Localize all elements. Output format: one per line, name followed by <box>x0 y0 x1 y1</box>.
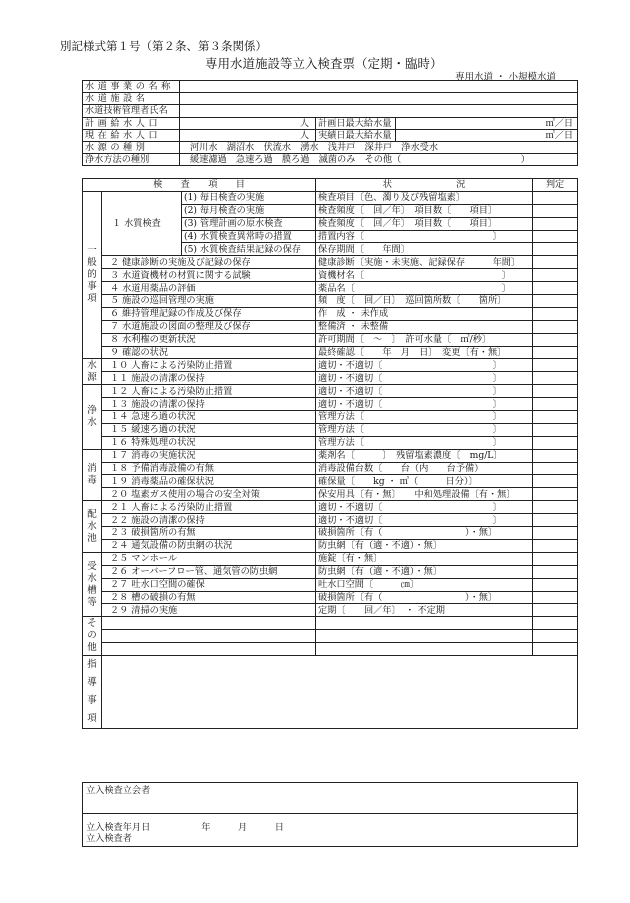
table-row <box>83 617 578 630</box>
table-row <box>83 411 578 424</box>
category-char: 項 <box>87 712 97 724</box>
category-purify <box>83 385 102 449</box>
table-row <box>83 501 578 514</box>
inspection-status[interactable]: 防虫網〔有（適・不適）・無〕 <box>316 539 533 552</box>
inspection-item: ２８ 槽の破損の有無 <box>102 591 316 604</box>
inspection-status[interactable]: 適切・不適切〔 〕 <box>316 398 533 411</box>
other-status-field[interactable] <box>316 617 533 630</box>
category-char: 指 <box>87 658 97 670</box>
category-char: 槽 <box>87 584 97 596</box>
category-general <box>83 191 102 359</box>
category-char: 水 <box>87 359 97 371</box>
label-facility-name: 水道施設名 <box>83 93 180 105</box>
judgement-cell[interactable] <box>533 307 578 320</box>
category-source <box>83 359 102 385</box>
judgement-cell[interactable] <box>533 643 578 656</box>
inspection-status[interactable]: 消毒設備台数〔 台（内 台予備） <box>316 462 533 475</box>
inspection-status[interactable]: 措置内容〔 〕 <box>316 230 533 243</box>
category-char: そ <box>87 618 97 630</box>
table-row <box>83 630 578 643</box>
inspection-status[interactable]: 適切・不適切〔 〕 <box>316 372 533 385</box>
inspection-status[interactable]: 確保量〔 kg ・ ㎥（ 日分）〕 <box>316 475 533 488</box>
planned-population-field[interactable]: 人 <box>180 117 316 129</box>
inspection-item: ５ 施設の巡回管理の実施 <box>102 295 316 308</box>
purification-method-options[interactable]: 緩速濾過 急速ろ過 膜ろ過 滅菌のみ その他（ ） <box>180 154 578 166</box>
category-disinfect <box>83 449 102 501</box>
judgement-cell[interactable] <box>533 320 578 333</box>
inspection-status[interactable]: 薬剤名〔 〕 残留塩素濃度〔 mg/L〕 <box>316 449 533 462</box>
judgement-cell[interactable] <box>533 346 578 359</box>
judgement-cell[interactable] <box>533 591 578 604</box>
judgement-cell[interactable] <box>533 359 578 372</box>
label-water-source-type: 水源の種別 <box>83 141 180 153</box>
inspection-item: １４ 急速ろ過の状況 <box>102 411 316 424</box>
other-status-field[interactable] <box>316 630 533 643</box>
category-char: 事 <box>87 281 97 293</box>
inspection-item: １９ 消毒薬品の確保状況 <box>102 475 316 488</box>
inspection-item: ２０ 塩素ガス使用の場合の安全対策 <box>102 488 316 501</box>
table-row <box>83 346 578 359</box>
attendee-label: 立入検査立会者 <box>86 785 151 796</box>
category-char: 配 <box>87 508 97 520</box>
inspection-item: (5) 水質検査結果記録の保存 <box>182 243 316 256</box>
table-row <box>83 307 578 320</box>
inspection-date-label: 立入検査年月日 <box>86 822 151 833</box>
inspection-status[interactable]: 適切・不適切〔 〕 <box>316 501 533 514</box>
inspection-status[interactable]: 定期〔 回／年〕 ・ 不定期 <box>316 604 533 617</box>
other-item-field[interactable] <box>102 617 316 630</box>
inspection-item: ２３ 破損箇所の有無 <box>102 527 316 540</box>
inspection-item: ２１ 人畜による汚染防止措置 <box>102 501 316 514</box>
inspection-status[interactable]: 管理方法〔 〕 <box>316 423 533 436</box>
column-header-item: 検 査 項 目 <box>83 179 316 192</box>
inspection-date-value: 年 月 日 <box>201 822 284 833</box>
judgement-cell[interactable] <box>533 475 578 488</box>
judgement-cell[interactable] <box>533 449 578 462</box>
judgement-cell[interactable] <box>533 191 578 204</box>
form-title: 専用水道施設等立入検査票（定期・臨時） <box>205 56 443 71</box>
judgement-cell[interactable] <box>533 527 578 540</box>
label-planned-max-supply: 計画日最大給水量 <box>316 117 396 129</box>
planned-max-supply-field[interactable]: ㎥／日 <box>396 117 578 129</box>
category-char: 受 <box>87 560 97 572</box>
judgement-cell[interactable] <box>533 436 578 449</box>
judgement-cell[interactable] <box>533 333 578 346</box>
inspection-status[interactable]: 適切・不適切〔 〕 <box>316 359 533 372</box>
table-header-row <box>83 179 578 192</box>
inspection-status[interactable]: 許可期間〔 〜 〕 許可水量〔 ㎥/秒〕 <box>316 333 533 346</box>
category-tank <box>83 552 102 616</box>
inspection-item: ８ 水利権の更新状況 <box>102 333 316 346</box>
inspection-status[interactable]: 適切・不適切〔 〕 <box>316 385 533 398</box>
judgement-cell[interactable] <box>533 295 578 308</box>
judgement-cell[interactable] <box>533 372 578 385</box>
judgement-cell[interactable] <box>533 256 578 269</box>
table-row <box>83 565 578 578</box>
table-row <box>83 552 578 565</box>
table-row <box>83 333 578 346</box>
judgement-cell[interactable] <box>533 269 578 282</box>
inspector-label: 立入検査者 <box>86 833 132 844</box>
inspection-status[interactable]: 破損箇所〔有（ ）・無〕 <box>316 527 533 540</box>
form-number: 別記様式第１号（第２条、第３条関係） <box>60 39 267 53</box>
inspection-footer <box>82 782 578 847</box>
category-guide <box>83 655 102 728</box>
inspection-status[interactable]: 管理方法〔 〕 <box>316 436 533 449</box>
label-operator-name: 水道事業の名称 <box>83 81 180 93</box>
category-distrib <box>83 501 102 553</box>
judgement-cell[interactable] <box>533 617 578 630</box>
inspection-item: ２９ 清掃の実施 <box>102 604 316 617</box>
inspection-item: １７ 消毒の実施状況 <box>102 449 316 462</box>
inspection-item: (4) 水質検査異常時の措置 <box>182 230 316 243</box>
table-row <box>83 462 578 475</box>
judgement-cell[interactable] <box>533 423 578 436</box>
inspection-item: １６ 特殊処理の状況 <box>102 436 316 449</box>
inspection-status[interactable]: 頻 度〔 回／日〕 巡回箇所数〔 箇所〕 <box>316 295 533 308</box>
inspection-status[interactable]: 保存期間〔 年間〕 <box>316 243 533 256</box>
judgement-cell[interactable] <box>533 282 578 295</box>
category-char: 水 <box>87 520 97 532</box>
inspection-item: ２２ 施設の清潔の保持 <box>102 514 316 527</box>
actual-max-supply-field[interactable]: ㎥／日 <box>396 129 578 141</box>
category-char: 導 <box>87 676 97 688</box>
inspection-item: ２６ オーバーフロー管、通気管の防虫網 <box>102 565 316 578</box>
inspection-status[interactable]: 吐水口空間〔 ㎝〕 <box>316 578 533 591</box>
table-row <box>83 191 578 204</box>
judgement-cell[interactable] <box>533 398 578 411</box>
inspection-item: １１ 施設の清潔の保持 <box>102 372 316 385</box>
inspection-status[interactable]: 薬品名〔 〕 <box>316 282 533 295</box>
facility-name-field[interactable] <box>180 93 578 105</box>
operator-name-field[interactable] <box>180 81 578 93</box>
judgement-cell[interactable] <box>533 230 578 243</box>
label-actual-max-supply: 実績日最大給水量 <box>316 129 396 141</box>
category-char: 事 <box>87 694 97 706</box>
info-row <box>83 129 578 141</box>
info-row <box>83 81 578 93</box>
inspection-status[interactable]: 最終確認〔 年 月 日〕 変更〔有・無〕 <box>316 346 533 359</box>
table-row <box>83 514 578 527</box>
table-row <box>83 282 578 295</box>
table-row <box>83 449 578 462</box>
inspection-status[interactable]: 検査項目〔色、濁り及び残留塩素〕 <box>316 191 533 204</box>
table-row <box>83 488 578 501</box>
category-char: 源 <box>87 371 97 383</box>
category-char: 水 <box>87 572 97 584</box>
judgement-cell[interactable] <box>533 552 578 565</box>
judgement-cell[interactable] <box>533 204 578 217</box>
other-item-field[interactable] <box>102 643 316 656</box>
judgement-cell[interactable] <box>533 514 578 527</box>
table-row <box>83 527 578 540</box>
category-other <box>83 617 102 656</box>
info-row <box>83 105 578 117</box>
inspection-item: ２７ 吐水口空間の確保 <box>102 578 316 591</box>
table-row <box>83 423 578 436</box>
inspection-item: １０ 人畜による汚染防止措置 <box>102 359 316 372</box>
inspection-item: １２ 人畜による汚染防止措置 <box>102 385 316 398</box>
date-inspector-field[interactable] <box>83 814 578 847</box>
column-header-status: 状 況 <box>316 179 533 192</box>
inspection-item: ７ 水道施設の図面の整理及び保存 <box>102 320 316 333</box>
category-char: 他 <box>87 642 97 654</box>
judgement-cell[interactable] <box>533 565 578 578</box>
category-char: 消 <box>87 462 97 474</box>
table-row <box>83 385 578 398</box>
other-item-field[interactable] <box>102 630 316 643</box>
table-row <box>83 643 578 656</box>
other-status-field[interactable] <box>316 643 533 656</box>
guidance-row <box>83 655 578 728</box>
category-char: の <box>87 630 97 642</box>
water-type-label: 専用水道 ・ 小規模水道 <box>455 72 557 83</box>
judgement-cell[interactable] <box>533 243 578 256</box>
guidance-field[interactable] <box>102 655 578 728</box>
table-row <box>83 398 578 411</box>
attendee-field[interactable] <box>83 783 578 814</box>
table-row <box>83 539 578 552</box>
judgement-cell[interactable] <box>533 462 578 475</box>
inspection-item: ９ 確認の状況 <box>102 346 316 359</box>
inspection-status[interactable]: 施錠〔有・無〕 <box>316 552 533 565</box>
table-row <box>83 256 578 269</box>
table-row <box>83 269 578 282</box>
label-planned-population: 計画給水人口 <box>83 117 180 129</box>
inspection-item: ６ 維持管理記録の作成及び保存 <box>102 307 316 320</box>
table-row <box>83 436 578 449</box>
inspection-status[interactable]: 作 成 ・ 未作成 <box>316 307 533 320</box>
table-row <box>83 295 578 308</box>
category-char: 般 <box>87 257 97 269</box>
inspection-status[interactable]: 整備済 ・ 未整備 <box>316 320 533 333</box>
water-quality-label: １ 水質検査 <box>102 191 182 255</box>
inspection-item: (1) 毎日検査の実施 <box>182 191 316 204</box>
facility-info-table <box>82 80 578 166</box>
info-row <box>83 141 578 153</box>
table-row <box>83 475 578 488</box>
table-row <box>83 578 578 591</box>
inspection-item: １５ 緩速ろ過の状況 <box>102 423 316 436</box>
table-row <box>83 320 578 333</box>
category-char: 的 <box>87 269 97 281</box>
category-char: 水 <box>87 416 97 428</box>
table-row <box>83 591 578 604</box>
judgement-cell[interactable] <box>533 488 578 501</box>
category-char: 等 <box>87 596 97 608</box>
info-row <box>83 154 578 166</box>
judgement-cell[interactable] <box>533 411 578 424</box>
category-char: 池 <box>87 532 97 544</box>
judgement-cell[interactable] <box>533 217 578 230</box>
manager-name-field[interactable] <box>180 105 578 117</box>
judgement-cell[interactable] <box>533 539 578 552</box>
judgement-cell[interactable] <box>533 501 578 514</box>
category-char: 項 <box>87 293 97 305</box>
inspection-status[interactable]: 健康診断〔実施・未実施、記録保存 年間〕 <box>316 256 533 269</box>
label-manager-name: 水道技術管理者氏名 <box>83 105 180 117</box>
inspection-item: ２５ マンホール <box>102 552 316 565</box>
inspection-item: ２ 健康診断の実施及び記録の保存 <box>102 256 316 269</box>
inspection-item: (2) 毎月検査の実施 <box>182 204 316 217</box>
label-purification-method: 浄水方法の種別 <box>83 154 180 166</box>
column-header-judge: 判定 <box>533 179 578 192</box>
inspection-status[interactable]: 適切・不適切〔 〕 <box>316 514 533 527</box>
info-row <box>83 93 578 105</box>
inspection-status[interactable]: 検査頻度〔 回／年〕 項目数〔 項目〕 <box>316 217 533 230</box>
inspection-item: １８ 予備消毒設備の有無 <box>102 462 316 475</box>
inspection-item: ４ 水道用薬品の評価 <box>102 282 316 295</box>
inspection-item: ３ 水道資機材の材質に関する試験 <box>102 269 316 282</box>
category-char: 一 <box>87 245 97 257</box>
info-row <box>83 117 578 129</box>
water-source-options[interactable]: 河川水 湖沼水 伏流水 湧水 浅井戸 深井戸 浄水受水 <box>180 141 578 153</box>
judgement-cell[interactable] <box>533 604 578 617</box>
inspection-table <box>82 178 578 729</box>
inspection-status[interactable]: 保安用具〔有・無〕 中和処理設備〔有・無〕 <box>316 488 533 501</box>
judgement-cell[interactable] <box>533 385 578 398</box>
label-current-population: 現在給水人口 <box>83 129 180 141</box>
inspection-status[interactable]: 資機材名〔 〕 <box>316 269 533 282</box>
table-row <box>83 372 578 385</box>
table-row <box>83 604 578 617</box>
current-population-field[interactable]: 人 <box>180 129 316 141</box>
inspection-status[interactable]: 検査頻度〔 回／年〕 項目数〔 項目〕 <box>316 204 533 217</box>
inspection-item: ２４ 通気設備の防虫網の状況 <box>102 539 316 552</box>
inspection-status[interactable]: 防虫網〔有（適・不適）・無〕 <box>316 565 533 578</box>
judgement-cell[interactable] <box>533 630 578 643</box>
inspection-item: (3) 管理計画の原水検査 <box>182 217 316 230</box>
inspection-status[interactable]: 管理方法〔 〕 <box>316 411 533 424</box>
category-char: 毒 <box>87 474 97 486</box>
table-row <box>83 359 578 372</box>
inspection-item: １３ 施設の清潔の保持 <box>102 398 316 411</box>
judgement-cell[interactable] <box>533 578 578 591</box>
inspection-status[interactable]: 破損箇所〔有（ ）・無〕 <box>316 591 533 604</box>
category-char: 浄 <box>87 404 97 416</box>
